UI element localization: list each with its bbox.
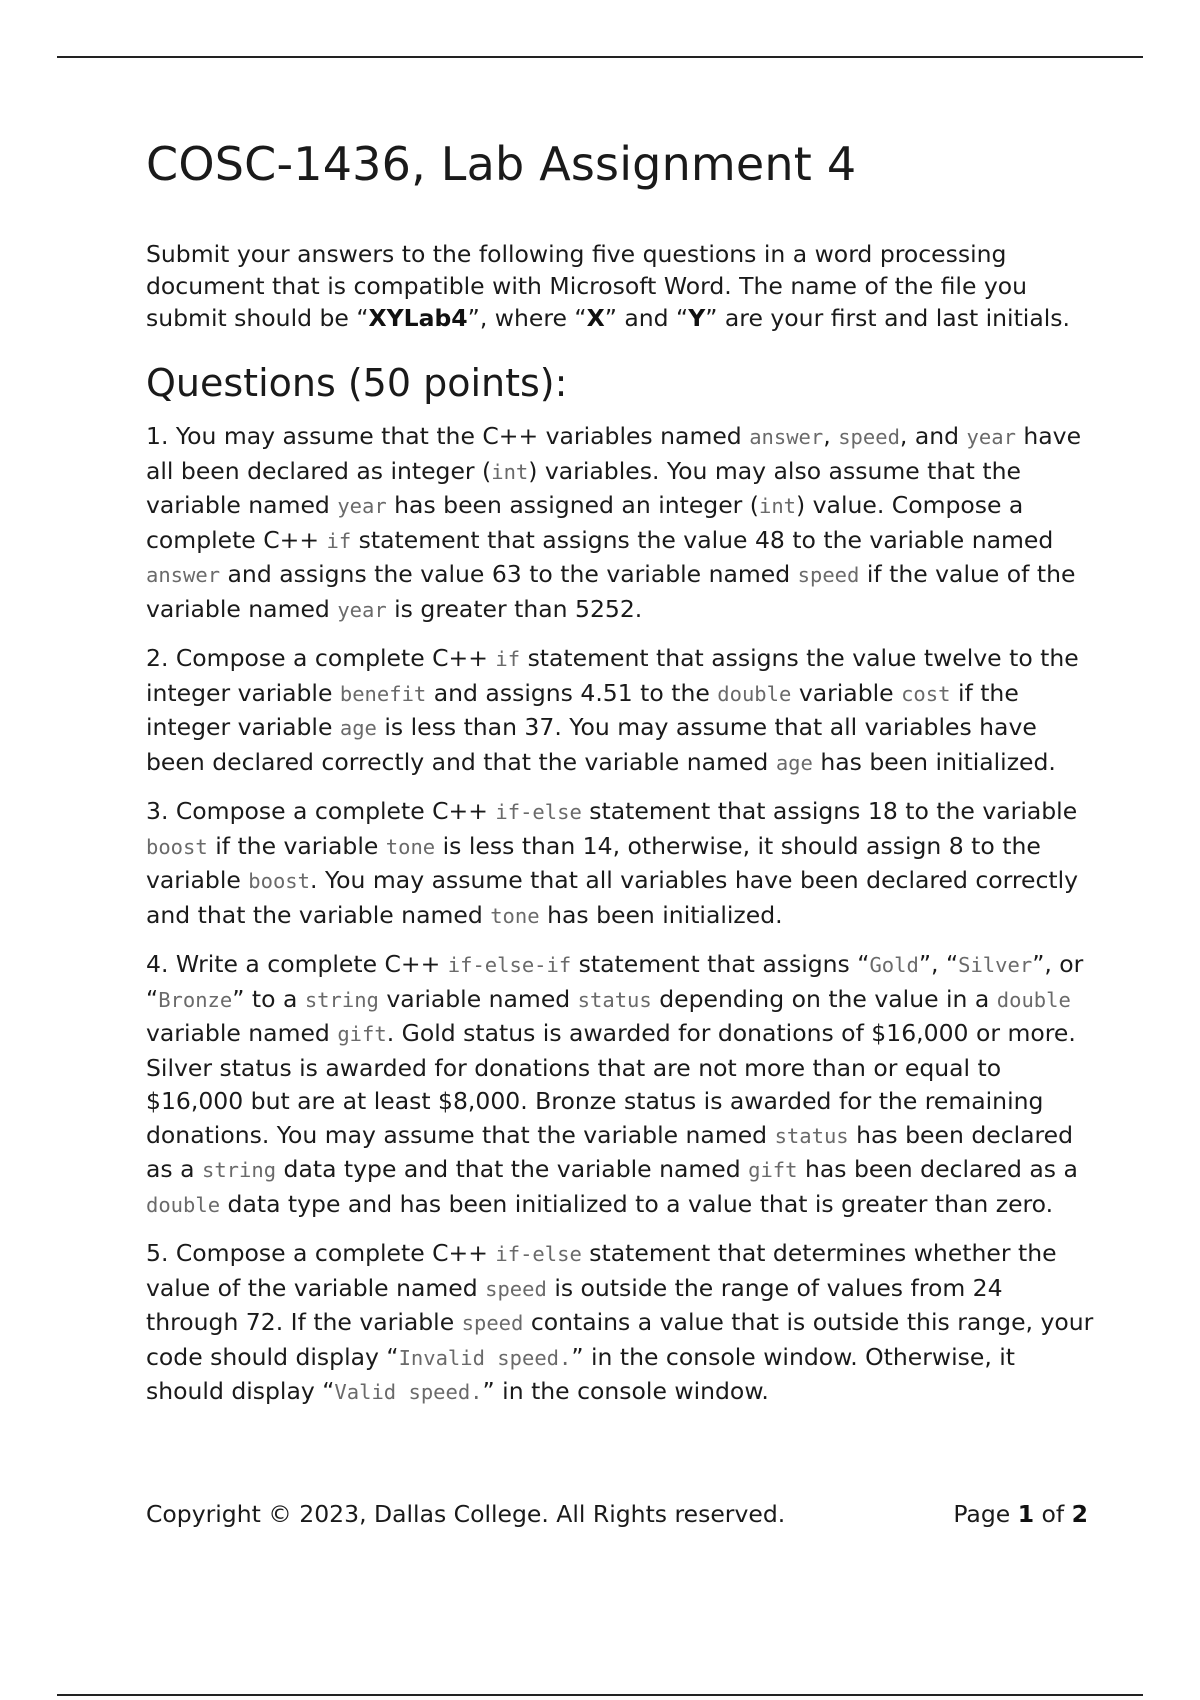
question-text: depending on the value in a — [651, 984, 997, 1013]
code-term: year — [337, 494, 387, 518]
code-term: speed — [838, 425, 900, 449]
question-text: 3. Compose a complete C++ — [146, 797, 496, 825]
questions-heading: Questions (50 points): — [146, 361, 568, 405]
code-term: status — [577, 987, 652, 1012]
question-text: variable — [791, 678, 902, 707]
question-text: data type and has been initialized to a value that is greater than zero. — [220, 1189, 1054, 1218]
question-text: statement that assigns the value twelve to the integer variable — [146, 644, 1079, 707]
question-text: , and — [899, 422, 967, 450]
code-term: Bronze — [158, 987, 233, 1012]
question-text: ” in the console window. — [482, 1377, 769, 1405]
code-term: benefit — [339, 681, 427, 706]
code-term: double — [146, 1192, 221, 1217]
question-text: ”, “ — [918, 950, 959, 978]
question-text: statement that determines whether the value of the variable named — [146, 1239, 1057, 1302]
question-text: ” in the console window. Otherwise, it should display “ — [146, 1342, 1016, 1405]
question-text: is less than 37. You may assume that all variables have been declared correctly and that the variable named — [146, 713, 1037, 776]
code-term: int — [491, 459, 529, 484]
code-term: string — [304, 987, 379, 1012]
code-term: boost — [146, 834, 208, 859]
question-text: 4. Write a complete C++ — [146, 950, 448, 978]
question-text: ) variables. You may also assume that the variable named — [146, 456, 1021, 519]
code-term: speed — [485, 1276, 547, 1301]
question-text: if the variable — [207, 831, 386, 860]
question-text: has been declared as a — [797, 1155, 1078, 1183]
file-name: XYLab4 — [368, 304, 468, 332]
question-text: 5. Compose a complete C++ — [146, 1239, 496, 1267]
intro-text: ” and “ — [604, 304, 689, 332]
code-term: gift — [748, 1158, 798, 1182]
question-text: , — [823, 422, 839, 450]
code-term: boost — [248, 869, 310, 893]
question-text: has been assigned an integer ( — [386, 491, 759, 519]
document-body — [146, 132, 1096, 1410]
code-term: gift — [337, 1022, 387, 1046]
question-5 — [146, 1237, 1096, 1410]
page-current: 1 — [1017, 1500, 1035, 1528]
question-text: has been declared as a — [146, 1120, 1074, 1183]
code-term: if — [495, 647, 521, 671]
code-term: Valid speed. — [334, 1380, 483, 1404]
question-text: statement that assigns the value 48 to the variable named — [351, 525, 1054, 554]
question-1 — [146, 420, 1096, 627]
code-term: if-else — [495, 800, 582, 824]
question-text: is less than 14, otherwise, it should assign 8 to the variable — [146, 831, 1041, 894]
intro-text: Submit your answers to the following five questions in a word processing document that is compatible with Microsoft Word. The name of the file you submit should be “ — [146, 240, 1028, 332]
page-label: Page — [953, 1500, 1018, 1528]
footer-rule — [57, 1694, 1143, 1696]
intro-paragraph — [146, 238, 1096, 334]
question-text: if the integer variable — [146, 678, 1019, 741]
question-text: has been initialized. — [539, 900, 783, 929]
code-term: speed — [461, 1311, 524, 1335]
page-of-label: of — [1034, 1500, 1072, 1528]
document-title: COSC-1436, Lab Assignment 4 — [146, 137, 857, 191]
code-term: double — [996, 987, 1071, 1012]
question-text: ) value. Compose a complete C++ — [146, 491, 1024, 554]
question-3 — [146, 795, 1096, 933]
question-text: ” to a — [232, 984, 305, 1013]
code-term: year — [337, 597, 387, 622]
question-text: . Gold status is awarded for donations of $16,000 or more. Silver status is awarded for donations that are not more than or equal to $16,000 but are at least $8,000. Bronze status is awarded for the remaining donations. You may assume that the variable named — [146, 1019, 1076, 1149]
question-text: data type and that the variable named — [276, 1155, 749, 1183]
intro-text: ”, where “ — [467, 304, 587, 332]
header-rule — [57, 56, 1143, 58]
code-term: year — [966, 425, 1016, 449]
copyright-notice: Copyright © 2023, Dallas College. All Rights reserved. — [146, 1500, 786, 1528]
code-term: if-else — [495, 1242, 582, 1266]
code-term: Invalid speed. — [398, 1345, 572, 1370]
code-term: double — [717, 681, 792, 706]
question-text: if the value of the variable named — [146, 560, 1076, 623]
initial-y: Y — [688, 304, 706, 332]
question-text: variable named — [146, 1019, 338, 1047]
question-text: statement that assigns “ — [571, 950, 870, 978]
code-term: int — [758, 494, 797, 518]
initial-x: X — [586, 304, 605, 332]
question-4 — [146, 948, 1096, 1222]
code-term: if — [326, 528, 352, 553]
page-footer — [146, 1498, 1088, 1530]
question-text: contains a value that is outside this range, your code should display “ — [146, 1308, 1094, 1371]
page-total: 2 — [1071, 1500, 1088, 1528]
question-text: variable named — [378, 984, 578, 1013]
code-term: Gold — [869, 953, 919, 977]
question-text: is outside the range of values from 24 through 72. If the variable — [146, 1273, 1003, 1336]
question-text: is greater than 5252. — [386, 594, 643, 623]
question-text: statement that assigns 18 to the variable — [581, 797, 1078, 825]
code-term: tone — [385, 834, 436, 859]
code-term: status — [774, 1123, 849, 1148]
question-text: and assigns 4.51 to the — [426, 678, 718, 707]
question-text: 2. Compose a complete C++ — [146, 644, 496, 672]
code-term: tone — [490, 903, 540, 928]
question-text: have all been declared as integer ( — [146, 422, 1082, 485]
question-text: and assigns the value 63 to the variable named — [220, 560, 798, 588]
question-text: ”, or “ — [146, 950, 1084, 1013]
code-term: answer — [146, 563, 221, 587]
code-term: speed — [797, 563, 860, 587]
code-term: age — [339, 716, 377, 740]
question-text: 1. You may assume that the C++ variables named — [146, 422, 750, 450]
intro-text: ” are your first and last initials. — [705, 304, 1070, 332]
code-term: age — [775, 750, 813, 775]
code-term: cost — [901, 681, 951, 706]
code-term: answer — [749, 425, 824, 449]
code-term: if-else-if — [447, 953, 572, 977]
question-2 — [146, 642, 1096, 780]
page-number — [953, 1498, 1088, 1530]
code-term: Silver — [958, 953, 1033, 977]
code-term: string — [202, 1158, 277, 1182]
question-text: . You may assume that all variables have been declared correctly and that the variable named — [146, 866, 1079, 929]
question-text: has been initialized. — [812, 747, 1056, 776]
